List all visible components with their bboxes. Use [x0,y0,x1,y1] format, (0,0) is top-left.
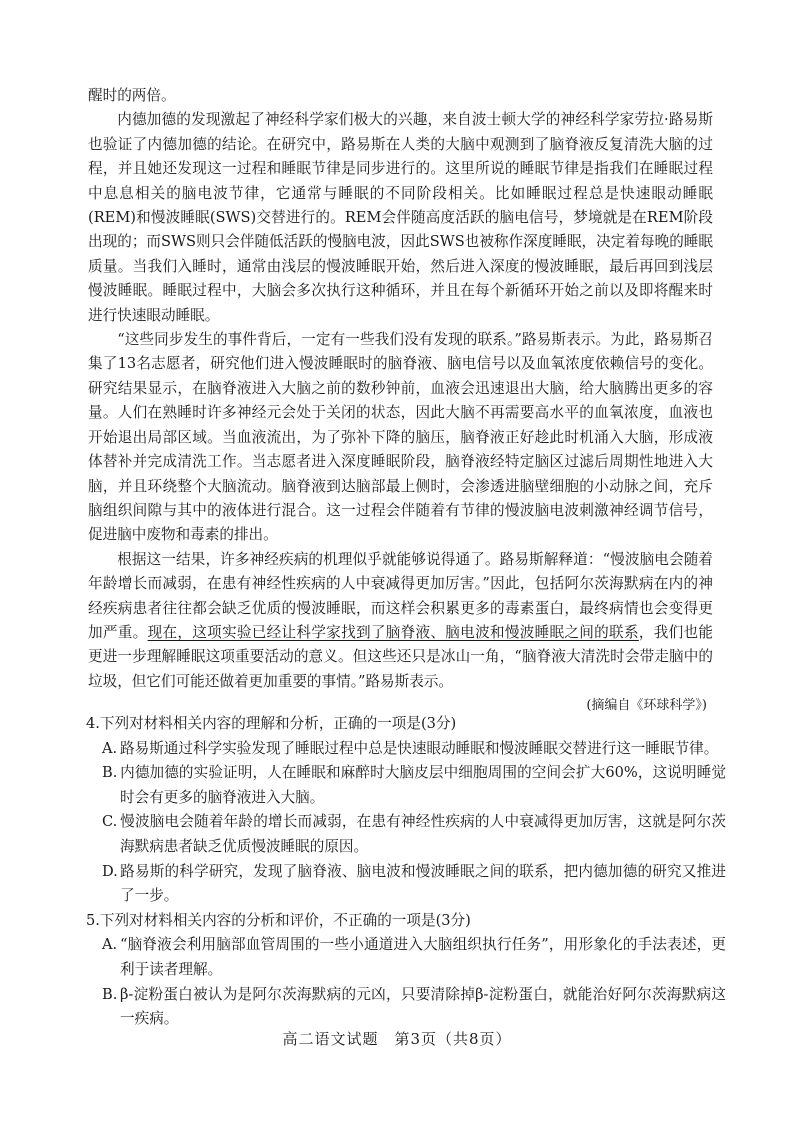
passage-lead-line: 醒时的两倍。 [88,87,176,104]
passage-paragraph-3-part-a: 根据这一结果，许多神经疾病的机理似乎就能够说得通了。路易斯解释道：“慢波脑电会随着年龄增长而减弱，在患有神经性疾病的人中衰减得更加厉害。”因此，包括阿尔茨海默病在内的神经疾病患者往往都会缺乏优质的慢波睡眠，而这样会积累更多的毒素蛋白，最终病情也会变得更加严重。 [88,550,713,641]
option-letter: C. [102,813,118,831]
question-5-stem: 5.下列对材料相关内容的分析和评价，不正确的一项是(3分) [86,911,471,929]
reading-passage [88,84,713,718]
option-text: “脑脊液会利用脑部血管周围的一些小通道进入大脑组织执行任务”，用形象化的手法表述，更利于读者理解。 [120,936,726,978]
option-letter: A. [102,739,118,757]
option-letter: A. [102,936,118,954]
question-5-option-b [86,983,726,1032]
question-section [86,712,726,1032]
option-text: 路易斯通过科学实验发现了睡眠过程中总是快速眼动睡眠和慢波睡眠交替进行这一睡眠节律。 [120,739,719,757]
option-text: β-淀粉蛋白被认为是阿尔茨海默病的元凶，只要清除掉β-淀粉蛋白，就能治好阿尔茨海默病这一疾病。 [120,985,726,1028]
page-footer: 高二语文试题 第3页（共8页） [282,1030,512,1048]
question-4-option-b [86,761,726,810]
source-citation: (摘编自《环球科学》) [586,698,707,714]
question-5-option-a [86,933,726,982]
option-text: 内德加德的实验证明，人在睡眠和麻醉时大脑皮层中细胞周围的空间会扩大60%，这说明睡觉时会有更多的脑脊液进入大脑。 [120,764,726,806]
question-4-option-c [86,810,726,859]
option-text: 路易斯的科学研究，发现了脑脊液、脑电波和慢波睡眠之间的联系，把内德加德的研究又推进了一步。 [120,862,726,905]
passage-paragraph-1: 内德加德的发现激起了神经科学家们极大的兴趣，来自波士顿大学的神经科学家劳拉·路易斯也验证了内德加德的结论。在研究中，路易斯在人类的大脑中观测到了脑脊液反复清洗大脑的过程，并且她还发现这一过程和睡眠节律是同步进行的。这里所说的睡眠节律是指我们在睡眠过程中息息相关的脑电波节律，它通常与睡眠的不同阶段相关。比如睡眠过程总是快速眼动睡眠(REM)和慢波睡眠(SWS)交替进行的。REM会伴随高度活跃的脑电信号，梦境就是在REM阶段出现的；而SWS则只会伴随低活跃的慢脑电波，因此SWS也被称作深度睡眠，决定着每晚的睡眠质量。当我们入睡时，通常由浅层的慢波睡眠开始，然后进入深度的慢波睡眠，最后再回到浅层慢波睡眠。睡眠过程中，大脑会多次执行这种循环，并且在每个新循环开始之前以及即将醒来时进行快速眼动睡眠。 [88,111,713,324]
underlined-sentence: 现在，这项实验已经让科学家找到了脑脊液、脑电波和慢波睡眠之间的联系 [147,623,639,641]
passage-paragraph-3 [88,548,713,694]
option-text: 慢波脑电会随着年龄的增长而减弱，在患有神经性疾病的人中衰减得更加厉害，这就是阿尔茨海默病患者缺乏优质慢波睡眠的原因。 [120,813,726,855]
passage-paragraph-3-part-b: ，我们也能更进一步理解睡眠这项重要活动的意义。但这些还只是冰山一角，“脑脊液大清洗时会带走脑中的垃圾，但它们可能还做着更加重要的事情。”路易斯表示。 [88,623,713,690]
question-4-stem: 4.下列对材料相关内容的理解和分析，正确的一项是(3分) [86,715,457,732]
question-4-option-d [86,860,726,909]
option-letter: B. [102,764,118,782]
passage-paragraph-2: “这些同步发生的事件背后，一定有一些我们没有发现的联系。”路易斯表示。为此，路易斯召集了13名志愿者，研究他们进入慢波睡眠时的脑脊液、脑电信号以及血氧浓度依赖信号的变化。研究结果显示，在脑脊液进入大脑之前的数秒钟前，血液会迅速退出大脑，给大脑腾出更多的容量。人们在熟睡时许多神经元会处于关闭的状态，因此大脑不再需要高水平的血氧浓度，血液也开始退出局部区域。当血液流出，为了弥补下降的脑压，脑脊液正好趁此时机涌入大脑，形成液体替补并完成清洗工作。当志愿者进入深度睡眠阶段，脑脊液经特定脑区过滤后周期性地进入大脑，并且环绕整个大脑流动。脑脊液到达脑部最上侧时，会渗透进脑壁细胞的小动脉之间，充斥脑组织间隙与其中的液体进行混合。这一过程会伴随着有节律的慢波脑电波刺激神经调节信号，促进脑中废物和毒素的排出。 [88,331,713,544]
option-letter: B. [102,985,118,1003]
option-letter: D. [102,862,118,880]
question-4-option-a [86,737,726,762]
